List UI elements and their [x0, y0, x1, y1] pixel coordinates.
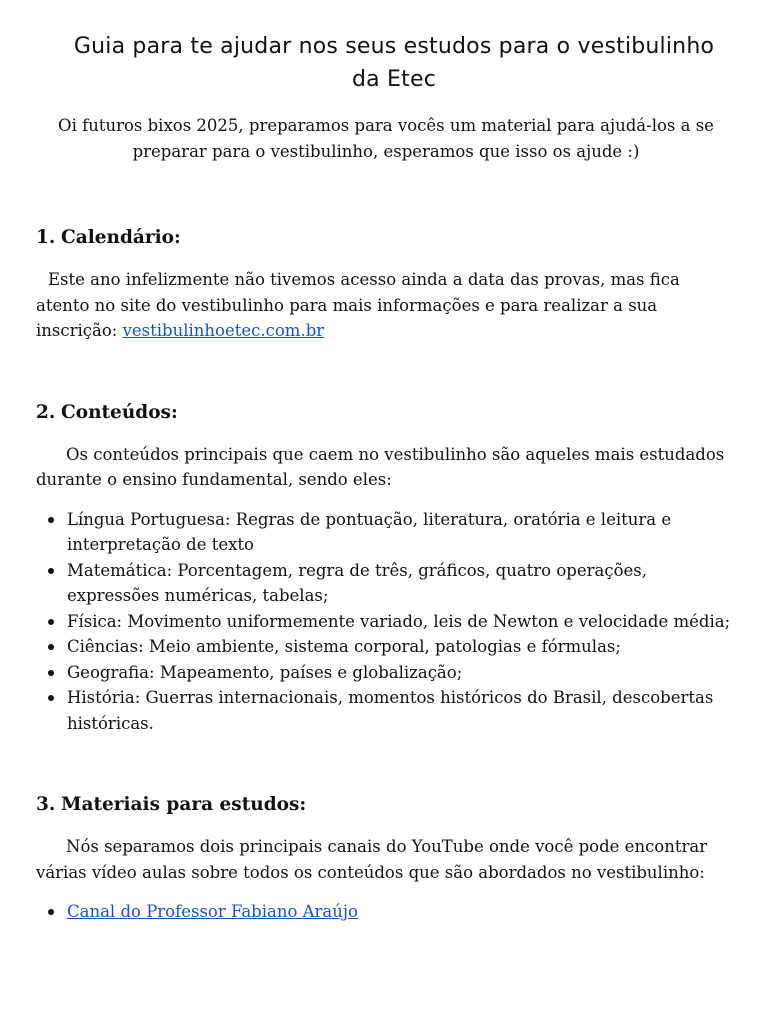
list-item-text: História: Guerras internacionais, momentos históricos do Brasil, descobertas históricas.	[67, 688, 714, 733]
list-item-text: Ciências: Meio ambiente, sistema corporal, patologias e fórmulas;	[67, 637, 621, 656]
section-number: 1.	[36, 227, 56, 248]
canal-fabiano-araujo-link[interactable]: Canal do Professor Fabiano Araújo	[67, 902, 358, 921]
section-title: Calendário:	[61, 227, 181, 248]
section-heading-materiais	[36, 792, 736, 818]
list-item	[36, 685, 736, 736]
list-item	[36, 634, 736, 660]
bullet-icon	[48, 909, 54, 915]
bullet-icon	[48, 644, 54, 650]
materiais-list	[36, 899, 736, 925]
bullet-icon	[48, 619, 54, 625]
section-heading-conteudos	[36, 400, 736, 426]
list-item-text: Língua Portuguesa: Regras de pontuação, literatura, oratória e leitura e interpretação de texto	[67, 509, 672, 554]
list-item-text: Matemática: Porcentagem, regra de três, gráficos, quatro operações, expressões numéricas, tabelas;	[67, 560, 647, 605]
list-item	[36, 507, 736, 558]
section-title: Conteúdos:	[61, 401, 178, 423]
section-heading-calendario	[36, 225, 736, 251]
list-item	[36, 558, 736, 609]
section-title: Materiais para estudos:	[61, 794, 307, 815]
section-number: 3.	[36, 794, 56, 815]
conteudos-paragraph: Os conteúdos principais que caem no vestibulinho são aqueles mais estudados durante o ensino fundamental, sendo eles:	[36, 444, 725, 489]
list-item	[36, 609, 736, 635]
bullet-icon	[48, 517, 54, 523]
document-page	[36, 30, 736, 925]
list-item	[36, 660, 736, 686]
materiais-paragraph: Nós separamos dois principais canais do YouTube onde você pode encontrar várias vídeo aulas sobre todos os conteúdos que são abordados no vestibulinho:	[36, 837, 708, 882]
section-number: 2.	[36, 401, 56, 423]
conteudos-list	[36, 507, 736, 737]
list-item	[36, 899, 736, 925]
bullet-icon	[48, 568, 54, 574]
document-title: Guia para te ajudar nos seus estudos para o vestibulinho da Etec	[73, 34, 715, 92]
calendario-paragraph	[36, 267, 736, 344]
calendario-text: Este ano infelizmente não tivemos acesso ainda a data das provas, mas fica atento no site do vestibulinho para mais informações e para realizar a sua inscrição:	[36, 270, 680, 340]
list-item-text: Geografia: Mapeamento, países e globalização;	[67, 662, 463, 682]
list-item-text: Física: Movimento uniformemente variado, leis de Newton e velocidade média;	[67, 611, 731, 631]
vestibulinho-site-link[interactable]: vestibulinhoetec.com.br	[122, 321, 325, 340]
intro-paragraph: Oi futuros bixos 2025, preparamos para vocês um material para ajudá-los a se preparar para o vestibulinho, esperamos que isso os ajude :)	[58, 116, 714, 161]
bullet-icon	[48, 670, 54, 676]
bullet-icon	[48, 695, 54, 701]
